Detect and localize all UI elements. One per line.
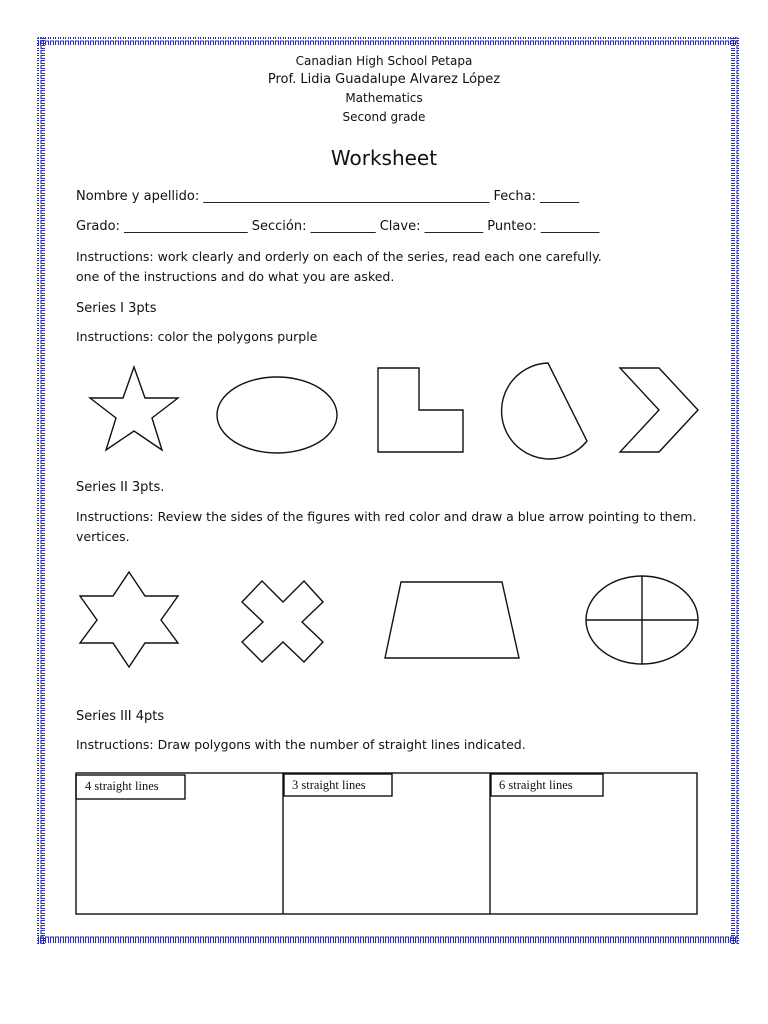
- box-label-4-lines: 4 straight lines: [85, 779, 159, 793]
- series2-title: Series II 3pts.: [76, 480, 165, 495]
- trapezoid-icon: [385, 582, 519, 658]
- six-point-star-icon: [80, 572, 178, 667]
- star-icon: [90, 367, 178, 450]
- series1-title: Series I 3pts: [76, 301, 157, 316]
- page-title: Worksheet: [330, 146, 438, 170]
- name-date-field: Nombre y apellido: ____________________________________________ Fecha: ______: [76, 189, 580, 204]
- drawing-table: [76, 773, 697, 914]
- quartered-circle-icon: [586, 576, 698, 664]
- chevron-icon: [620, 368, 698, 452]
- cut-circle-icon: [502, 363, 587, 459]
- general-instructions-line1: Instructions: work clearly and orderly on each of the series, read each one carefully.: [76, 249, 602, 264]
- cross-icon: [242, 581, 323, 662]
- general-instructions-line2: one of the instructions and do what you are asked.: [76, 269, 395, 284]
- series2-instruction-line2: vertices.: [76, 529, 130, 544]
- series2-instruction-line1: Instructions: Review the sides of the figures with red color and draw a blue arrow pointing to them.: [76, 509, 697, 524]
- box-label-3-lines: 3 straight lines: [292, 778, 366, 792]
- series3-instruction: Instructions: Draw polygons with the number of straight lines indicated.: [76, 737, 526, 752]
- subject: Mathematics: [345, 91, 423, 105]
- grade-level: Second grade: [342, 110, 426, 124]
- teacher-name: Prof. Lidia Guadalupe Alvarez López: [267, 72, 501, 87]
- school-name: Canadian High School Petapa: [295, 54, 473, 68]
- series3-title: Series III 4pts: [76, 709, 165, 724]
- box-label-6-lines: 6 straight lines: [499, 778, 573, 792]
- series1-instruction: Instructions: color the polygons purple: [76, 329, 318, 344]
- ellipse-icon: [217, 377, 337, 453]
- grade-section-field: Grado: ___________________ Sección: __________ Clave: _________ Punteo: _________: [76, 219, 600, 234]
- l-shape-icon: [378, 368, 463, 452]
